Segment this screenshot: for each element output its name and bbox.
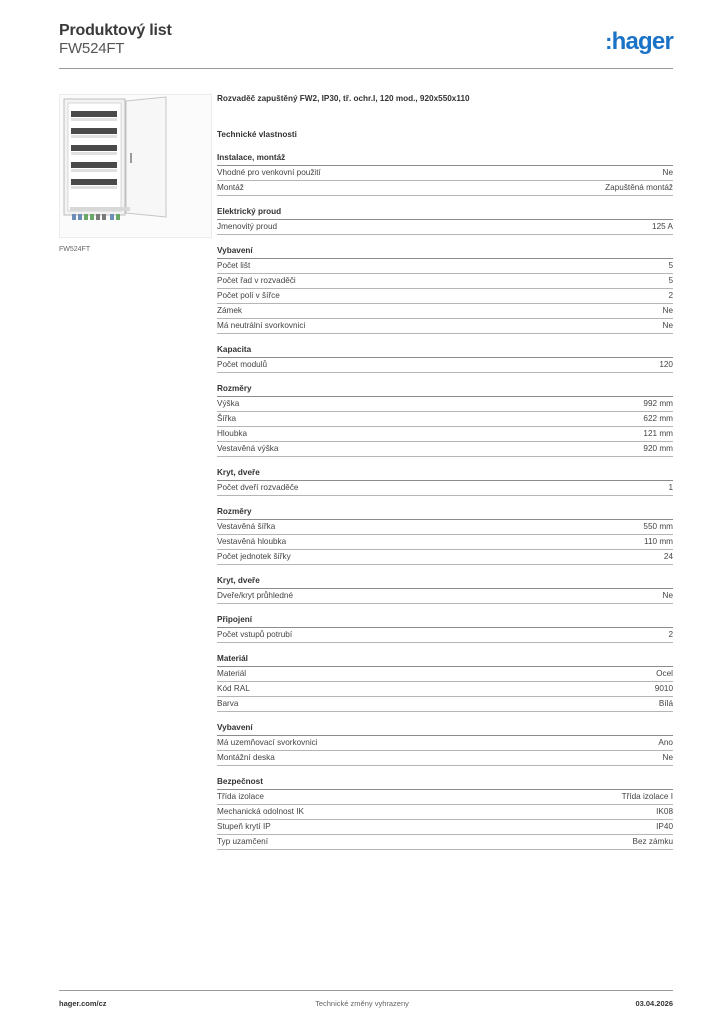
spec-label: Materiál — [217, 669, 247, 678]
spec-value: 125 A — [652, 222, 673, 231]
spec-row — [217, 682, 673, 697]
spec-label: Počet vstupů potrubí — [217, 630, 293, 639]
spec-section-title: Vybavení — [217, 721, 673, 736]
spec-row — [217, 274, 673, 289]
spec-value: 920 mm — [643, 444, 673, 453]
spec-section — [217, 151, 673, 196]
spec-section-title: Kryt, dveře — [217, 466, 673, 481]
footer-notice: Technické změny vyhrazeny — [315, 999, 409, 1008]
spec-value: 550 mm — [643, 522, 673, 531]
spec-value: 5 — [668, 276, 673, 285]
spec-row — [217, 835, 673, 850]
spec-label: Šířka — [217, 414, 237, 423]
document-title: Produktový list — [59, 22, 172, 39]
spec-section-title: Připojení — [217, 613, 673, 628]
spec-label: Počet dveří rozvaděče — [217, 483, 299, 492]
spec-sections — [217, 151, 673, 850]
spec-value: 110 mm — [644, 537, 673, 546]
spec-row — [217, 751, 673, 766]
spec-value: 5 — [668, 261, 673, 270]
spec-value: Ano — [658, 738, 673, 747]
spec-section-title: Vybavení — [217, 244, 673, 259]
spec-label: Typ uzamčení — [217, 837, 268, 846]
spec-row — [217, 667, 673, 682]
spec-row — [217, 589, 673, 604]
spec-row — [217, 790, 673, 805]
spec-section-title: Instalace, montáž — [217, 151, 673, 166]
spec-row — [217, 166, 673, 181]
spec-value: Ne — [662, 591, 673, 600]
logo-text: hager — [611, 28, 673, 55]
spec-label: Počet řad v rozvaděči — [217, 276, 296, 285]
spec-section — [217, 343, 673, 373]
spec-section — [217, 613, 673, 643]
spec-row — [217, 181, 673, 196]
product-details — [217, 92, 673, 859]
spec-section — [217, 652, 673, 712]
spec-section — [217, 505, 673, 565]
spec-section-title: Materiál — [217, 652, 673, 667]
spec-row — [217, 736, 673, 751]
spec-value: Bílá — [658, 699, 673, 708]
spec-row — [217, 397, 673, 412]
spec-label: Hloubka — [217, 429, 248, 438]
spec-value: Ocel — [656, 669, 673, 678]
spec-section-title: Kapacita — [217, 343, 673, 358]
spec-row — [217, 304, 673, 319]
spec-section-title: Bezpečnost — [217, 775, 673, 790]
spec-value: 9010 — [654, 684, 673, 693]
spec-row — [217, 481, 673, 496]
logo-prefix: : — [605, 29, 612, 54]
spec-row — [217, 628, 673, 643]
spec-value: 622 mm — [643, 414, 673, 423]
spec-section — [217, 466, 673, 496]
image-caption: FW524FT — [59, 246, 91, 253]
spec-value: 992 mm — [643, 399, 673, 408]
spec-row — [217, 820, 673, 835]
spec-section-title: Rozměry — [217, 382, 673, 397]
spec-label: Má uzemňovací svorkovnici — [217, 738, 318, 747]
spec-row — [217, 697, 673, 712]
spec-label: Zámek — [217, 306, 243, 315]
footer-website-link[interactable]: hager.com/cz — [59, 999, 107, 1008]
spec-row — [217, 358, 673, 373]
spec-section — [217, 244, 673, 334]
spec-label: Vhodné pro venkovní použití — [217, 168, 321, 177]
hager-logo — [605, 28, 673, 56]
spec-value: Třída izolace I — [621, 792, 673, 801]
spec-row — [217, 442, 673, 457]
spec-value: 24 — [663, 552, 673, 561]
spec-section — [217, 775, 673, 850]
spec-label: Počet jednotek šířky — [217, 552, 291, 561]
spec-value: Ne — [662, 753, 673, 762]
spec-label: Stupeň krytí IP — [217, 822, 271, 831]
page-header — [59, 20, 673, 68]
spec-row — [217, 259, 673, 274]
spec-label: Počet polí v šířce — [217, 291, 280, 300]
spec-section-title: Kryt, dveře — [217, 574, 673, 589]
spec-row — [217, 805, 673, 820]
footer-divider — [59, 990, 673, 991]
spec-label: Třída izolace — [217, 792, 264, 801]
spec-row — [217, 412, 673, 427]
spec-label: Montáž — [217, 183, 244, 192]
spec-section-title: Elektrický proud — [217, 205, 673, 220]
spec-value: 2 — [668, 291, 673, 300]
spec-row — [217, 319, 673, 334]
spec-section — [217, 721, 673, 766]
spec-label: Mechanická odolnost IK — [217, 807, 304, 816]
header-divider — [59, 68, 673, 69]
spec-value: Bez zámku — [632, 837, 673, 846]
spec-value: IK08 — [656, 807, 673, 816]
spec-label: Počet modulů — [217, 360, 268, 369]
spec-value: Ne — [662, 321, 673, 330]
spec-row — [217, 220, 673, 235]
spec-label: Montážní deska — [217, 753, 275, 762]
spec-label: Dveře/kryt průhledné — [217, 591, 293, 600]
spec-value: 1 — [668, 483, 673, 492]
spec-label: Vestavěná výška — [217, 444, 279, 453]
spec-label: Má neutrální svorkovnici — [217, 321, 306, 330]
spec-label: Počet lišt — [217, 261, 251, 270]
spec-row — [217, 427, 673, 442]
spec-value: Ne — [662, 306, 673, 315]
spec-label: Vestavěná šířka — [217, 522, 276, 531]
spec-label: Vestavěná hloubka — [217, 537, 287, 546]
spec-label: Jmenovitý proud — [217, 222, 278, 231]
spec-row — [217, 550, 673, 565]
product-image — [59, 94, 212, 238]
spec-section — [217, 574, 673, 604]
spec-label: Výška — [217, 399, 240, 408]
spec-section — [217, 205, 673, 235]
spec-value: IP40 — [656, 822, 673, 831]
spec-value: 2 — [668, 630, 673, 639]
spec-row — [217, 520, 673, 535]
spec-value: 120 — [659, 360, 673, 369]
footer-date: 03.04.2026 — [635, 999, 673, 1008]
product-code: FW524FT — [59, 40, 125, 57]
spec-section-title: Rozměry — [217, 505, 673, 520]
spec-value: Zapuštěná montáž — [605, 183, 673, 192]
spec-row — [217, 289, 673, 304]
spec-value: Ne — [662, 168, 673, 177]
technical-properties-heading: Technické vlastnosti — [217, 130, 297, 139]
product-description: Rozvaděč zapuštěný FW2, IP30, tř. ochr.I, 120 mod., 920x550x110 — [217, 94, 470, 103]
spec-label: Barva — [217, 699, 239, 708]
spec-row — [217, 535, 673, 550]
spec-label: Kód RAL — [217, 684, 250, 693]
spec-value: 121 mm — [643, 429, 673, 438]
spec-section — [217, 382, 673, 457]
distribution-board-illustration — [60, 95, 211, 237]
